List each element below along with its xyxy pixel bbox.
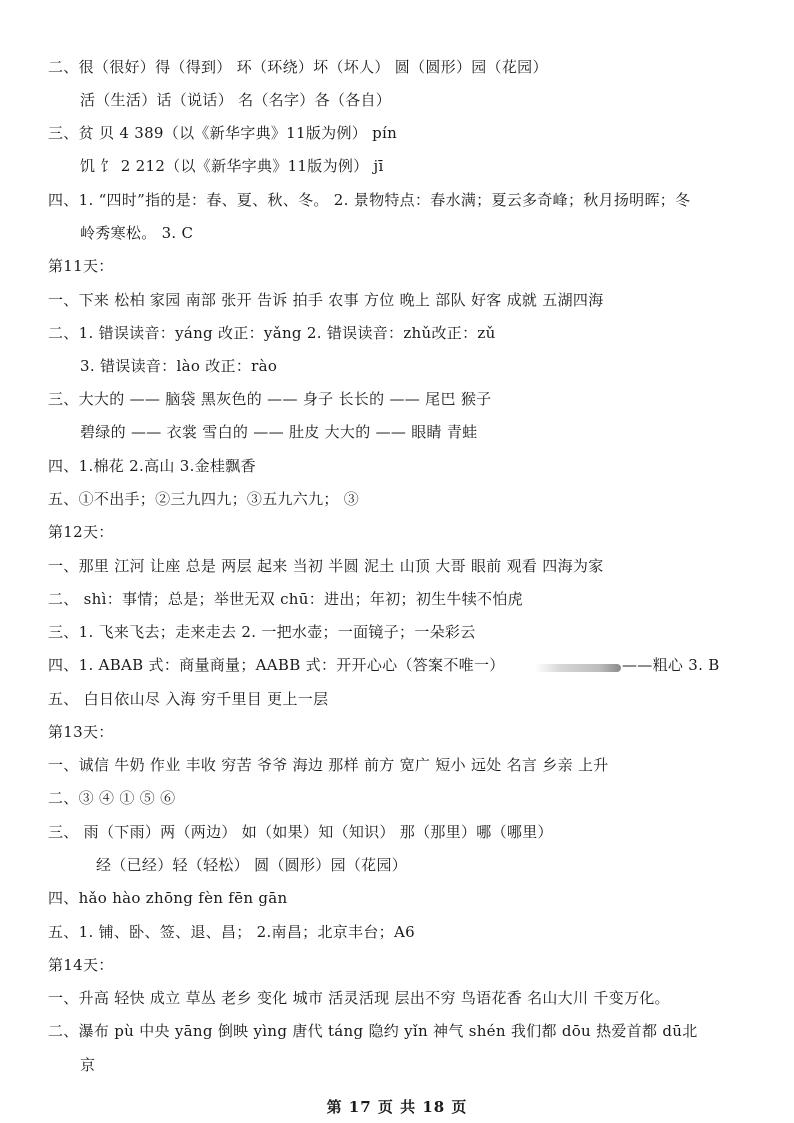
text-line: 四、1. ABAB 式：商量商量；AABB 式：开开心心（答案不唯一） [48,656,505,674]
text-line: 二、 shì：事情；总是；举世无双 chū：进出；年初；初生牛犊不怕虎 [48,590,523,608]
section-heading: 第14天： [48,956,114,974]
section-heading: 第12天： [48,523,114,541]
text-line: 一、升高 轻快 成立 草丛 老乡 变化 城市 活灵活现 层出不穷 鸟语花香 名山大川 千变万化。 [48,989,670,1007]
section-heading: 第11天： [48,257,114,275]
text-line: 一、诚信 牛奶 作业 丰收 穷苦 爷爷 海边 那样 前方 宽广 短小 远处 名言 乡亲 上升 [48,756,609,774]
text-line: 四、1.棉花 2.高山 3.金桂飘香 [48,457,256,475]
text-line: 岭秀寒松。 3. C [80,224,194,242]
page-footer: 第 17 页 共 18 页 [326,1098,468,1116]
text-line: 活（生活）话（说话） 名（名字）各（各自） [80,91,392,109]
text-line: 五、 白日依山尽 入海 穷千里目 更上一层 [48,690,329,708]
text-line: 三、1. 飞来飞去；走来走去 2. 一把水壶；一面镜子；一朵彩云 [48,623,476,641]
text-line: 京 [80,1056,96,1074]
text-line: 二、瀑布 pù 中央 yāng 倒映 yìng 唐代 táng 隐约 yǐn 神气 shén 我们都 dōu 热爱首都 dū北 [48,1022,698,1040]
text-line: 四、1. “四时”指的是：春、夏、秋、冬。 2. 景物特点：春水满；夏云多奇峰；秋月扬明晖；冬 [48,191,691,209]
text-line: 五、①不出手；②三九四九；③五九六九； ③ [48,490,360,508]
text-line: 一、下来 松柏 家园 南部 张开 告诉 拍手 农事 方位 晚上 部队 好客 成就 五湖四海 [48,291,604,309]
text-line: 三、贫 贝 4 389（以《新华字典》11版为例） pín [48,124,398,142]
text-line: 二、③ ④ ① ⑤ ⑥ [48,789,176,807]
text-line: 3. 错误读音：lào 改正：rào [80,357,278,375]
text-line: 一、那里 江河 让座 总是 两层 起来 当初 半圆 泥土 山顶 大哥 眼前 观看 四海为家 [48,557,604,575]
text-line: 经（已经）轻（轻松） 圆（圆形）园（花园） [96,856,408,874]
text-line: 碧绿的 —— 衣裳 雪白的 —— 肚皮 大大的 —— 眼睛 青蛙 [80,423,478,441]
text-line: 五、1. 铺、卧、签、退、昌； 2.南昌；北京丰台；A6 [48,923,415,941]
text-line: 饥 饣 2 212（以《新华字典》11版为例） jī [80,157,384,175]
text-line: ——粗心 3. B [622,656,720,674]
section-heading: 第13天： [48,723,114,741]
scan-smudge [535,664,621,672]
text-line: 四、hǎo hào zhōng fèn fēn gān [48,889,288,907]
text-line: 二、1. 错误读音：yáng 改正：yǎng 2. 错误读音：zhǔ改正：zǔ [48,324,496,342]
text-line: 三、 雨（下雨）两（两边） 如（如果）知（知识） 那（那里）哪（哪里） [48,823,553,841]
text-line: 三、大大的 —— 脑袋 黑灰色的 —— 身子 长长的 —— 尾巴 猴子 [48,390,492,408]
text-line: 二、很（很好）得（得到） 环（环绕）坏（坏人） 圆（圆形）园（花园） [48,58,548,76]
